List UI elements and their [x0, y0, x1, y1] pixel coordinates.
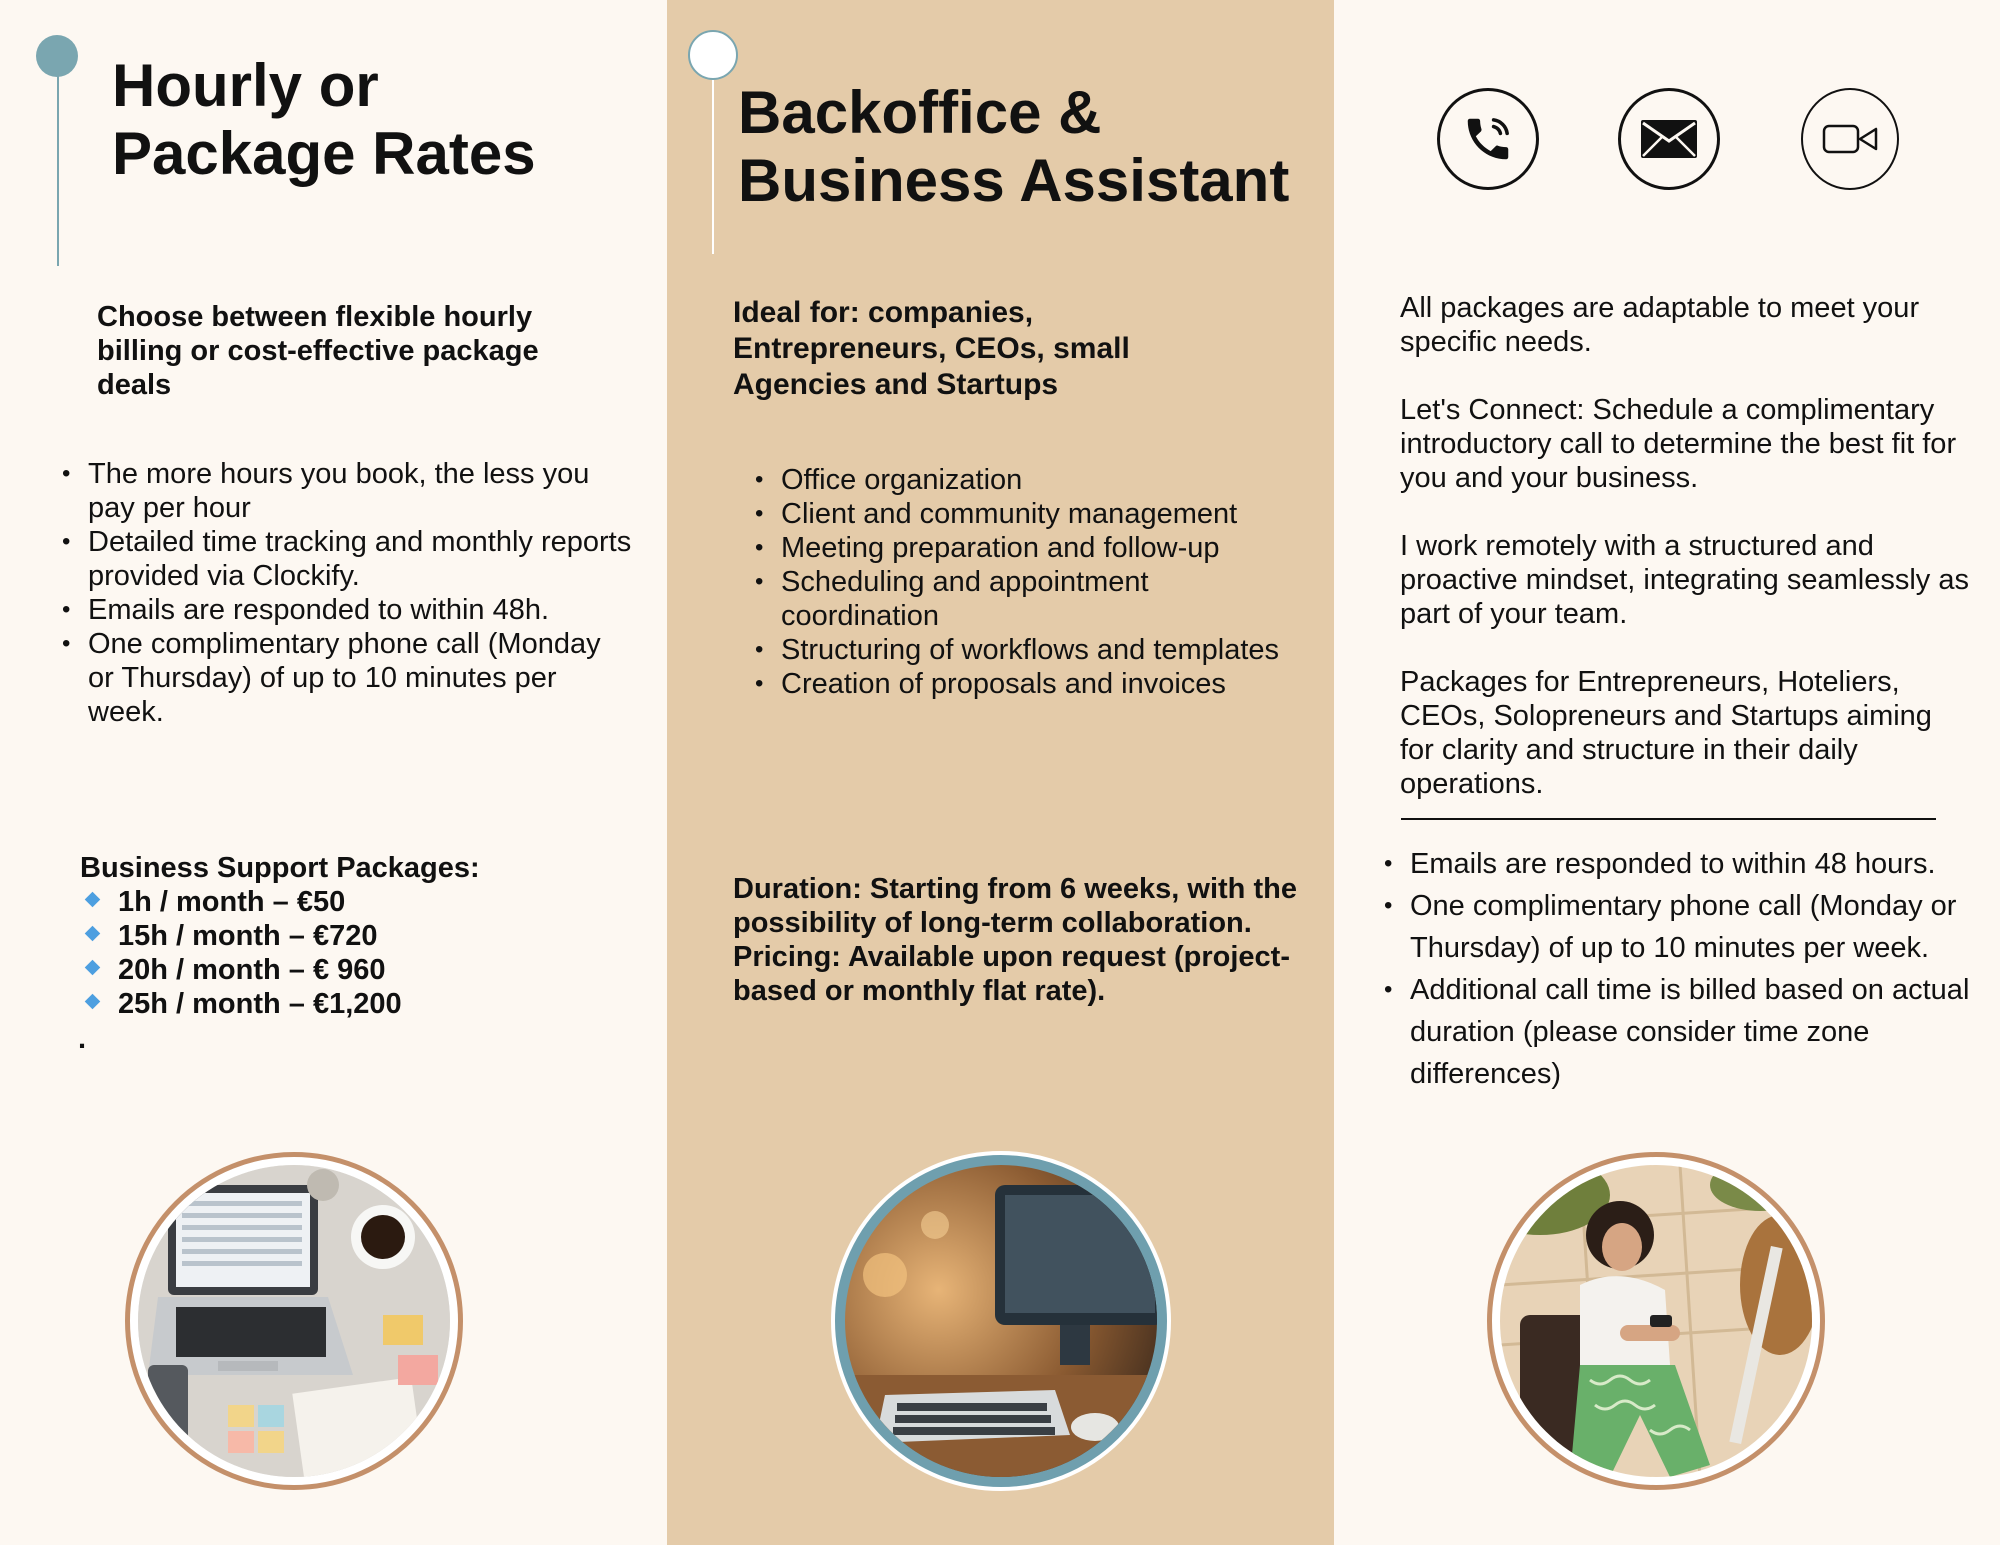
list-item: • One complimentary phone call (Monday or Thursday) of up to 10 minutes per week. [62, 627, 632, 729]
woman-with-phone-photo [1487, 1152, 1825, 1490]
list-item: • The more hours you book, the less you pay per hour [62, 457, 632, 525]
page-title: Hourly or Package Rates [112, 52, 536, 187]
laptop-desk-photo [125, 1152, 463, 1490]
ideal-for-text: Ideal for: companies, Entrepreneurs, CEOs, small Agencies and Startups [733, 296, 1130, 401]
package-list [80, 885, 520, 1021]
diamond-bullet-icon [85, 892, 101, 908]
feature-list [62, 457, 632, 729]
panel-contact [1334, 0, 2000, 1545]
list-item: • Scheduling and appointment coordination [755, 565, 1295, 633]
intro-text: Choose between flexible hourly billing or cost-effective package deals [97, 301, 539, 401]
list-item: • One complimentary phone call (Monday or Thursday) of up to 10 minutes per week. [1384, 885, 1974, 969]
list-item: • Emails are responded to within 48 hours. [1384, 843, 1974, 885]
title-pin-line [57, 56, 59, 266]
services-list [755, 463, 1295, 701]
package-item: 25h / month – €1,200 [80, 987, 520, 1021]
package-item: 15h / month – €720 [80, 919, 520, 953]
envelope-icon[interactable] [1618, 88, 1720, 190]
title-pin-dot [688, 30, 738, 80]
diamond-bullet-icon [85, 994, 101, 1010]
terms-list [1384, 843, 1974, 1095]
list-item: • Client and community management [755, 497, 1295, 531]
section-title: Backoffice & Business Assistant [738, 79, 1290, 214]
diamond-bullet-icon [85, 926, 101, 942]
paragraph: I work remotely with a structured and proactive mindset, integrating seamlessly as part of your team. [1400, 530, 1969, 630]
trailing-dot: . [78, 1023, 87, 1055]
list-item: • Office organization [755, 463, 1295, 497]
list-item: • Emails are responded to within 48h. [62, 593, 632, 627]
list-item: • Structuring of workflows and templates [755, 633, 1295, 667]
pricing-text: Pricing: Available upon request (project-based or monthly flat rate). [733, 941, 1290, 1007]
package-item: 20h / month – € 960 [80, 953, 520, 987]
paragraph: Let's Connect: Schedule a complimentary introductory call to determine the best fit for you and your business. [1400, 394, 1957, 494]
list-item: • Creation of proposals and invoices [755, 667, 1295, 701]
list-item: • Additional call time is billed based on actual duration (please consider time zone differences) [1384, 969, 1974, 1095]
list-item: • Meeting preparation and follow-up [755, 531, 1295, 565]
divider [1401, 818, 1936, 820]
packages-heading: Business Support Packages: [80, 852, 480, 884]
title-pin-line [712, 74, 714, 254]
panel-backoffice [667, 0, 1334, 1545]
paragraph: All packages are adaptable to meet your specific needs. [1400, 292, 1920, 358]
video-camera-icon[interactable] [1801, 88, 1899, 190]
paragraph: Packages for Entrepreneurs, Hoteliers, CEOs, Solopreneurs and Startups aiming for clarity and structure in their daily operations. [1400, 666, 1932, 800]
phone-icon[interactable] [1437, 88, 1539, 190]
diamond-bullet-icon [85, 960, 101, 976]
package-item: 1h / month – €50 [80, 885, 520, 919]
contact-info [1400, 291, 1970, 801]
computer-desk-photo [831, 1151, 1171, 1491]
duration-pricing [733, 872, 1303, 1008]
panel-hourly-rates [0, 0, 667, 1545]
list-item: • Detailed time tracking and monthly reports provided via Clockify. [62, 525, 632, 593]
duration-text: Duration: Starting from 6 weeks, with the possibility of long-term collaboration. [733, 873, 1297, 939]
title-pin-dot [36, 35, 78, 77]
